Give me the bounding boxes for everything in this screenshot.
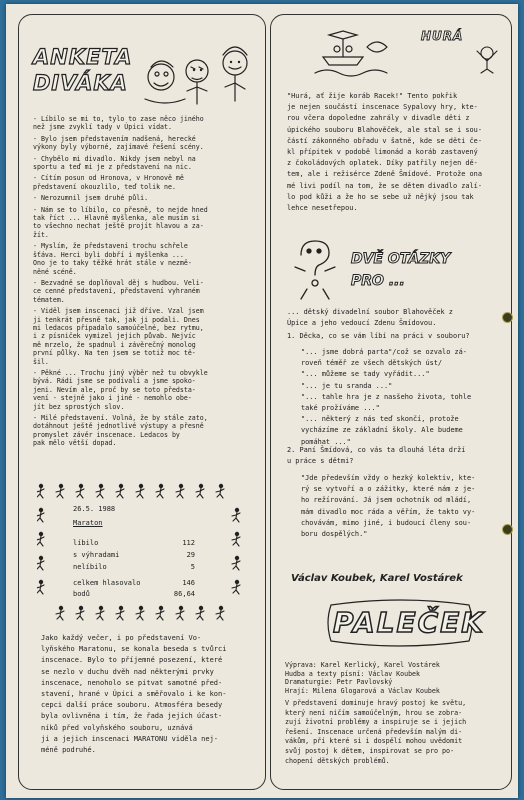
survey-item: - Bylo jsem představením nadšená, herecké výkony byly výborné, zajímavé řešení scény. (33, 134, 204, 152)
palecek-title: PALEČEK (333, 606, 485, 639)
binder-hole (502, 524, 513, 535)
binder-hole (502, 312, 513, 323)
audience-cartoon-icon (137, 37, 261, 113)
vote-stats-box (37, 483, 247, 623)
question-2: 2. Paní Šmídová, co vás ta dlouhá léta drží u práce s dětmi? (287, 446, 466, 466)
stat-label: bodů (73, 590, 90, 598)
stat-label: s výhradami (73, 551, 120, 559)
stat-label: celkem hlasovalo (73, 579, 141, 587)
survey-item: - Nerozumnil jsem druhé půli. (33, 194, 149, 203)
question-mark-character-icon (285, 237, 345, 301)
authors-heading: Václav Koubek, Karel Vostárek (291, 573, 463, 584)
survey-item: - Líbilo se mi to, tylo to zase něco jiného než jsme zvyklí tady v Úpici vídat. (33, 115, 204, 132)
survey-item: - Milé představení. Volná, že by stále zato, dotáhnout ještě jednotlivé výstupy a přesně promyslet závěr inscenace. Ledacos by pak mělo větší dopad. (33, 414, 208, 448)
palecek-description: V představení dominuje hravý postoj ke světu, který není ničím samoúčelným, hrou se zobra- zují životní problémy a inspiruje se i jejich řešení. Inscenace určená především malým di- vákům, pří které si i dospělí mohou uvědomit svůj postoj k dětem, inspirovat se pro po- chopení dětských problémů. (285, 699, 467, 765)
survey-item: - Chybělo mi divadlo. Nikdy jsem nebyl na sportu a teď mi je z představení na nic. (33, 154, 196, 172)
dve-otazky-heading: DVĚ OTÁZKY (351, 251, 451, 267)
discussion-paragraph: Jako každý večer, i po představení Vo- lyňského Maratonu, se konala beseda s tvůrci inscenace. Bylo to příjemné posezení, které se nezlo v duchu dvěh nad některými prvky inscenace, nenoholo se pitvat samotné před- stavení, hrané v Úpici a směřovalo i ke kon- cepci další práce souboru. Atmosféra besedy byla ovlivněna i tím, že řada jejích účast- níků před volyňského souboru, uznává ji a jejich inscenaci MARATONU viděla nej- méně podruhé. (41, 634, 227, 755)
stat-value: 29 (186, 551, 195, 559)
running-figures-border-icon (37, 483, 247, 623)
magazine-page (6, 4, 518, 798)
stat-value: 146 (182, 579, 195, 587)
question-1: 1. Děcka, co se vám líbí na práci v souboru? (287, 332, 470, 340)
survey-item: - Pěkné ... Trochu jiný výběr než tu obvykle bývá. Rádi jsme se podívali a jsme spoko- jeni. Nevím ale, proč by se toto předsta- vení - stejně jako i jiné - nemohlo obe- jít bez sprostých slov. (33, 368, 208, 411)
stats-event: Maraton (73, 519, 103, 527)
divaka-title: DIVÁKA (33, 71, 128, 95)
stat-value: 5 (190, 563, 195, 571)
answer-1: "... jsme dobrá parta"/což se ozvalo zá- roveň téměř ze všech dětských úst/ "... můžeme se tady vyřádit..." "... je tu sranda ..." "... tahle hra je z nasšeho života, tohle také prožíváme ..." "... některý z nás teď skončí, protože vycházíme ze základní školy. Ale budeme pomáhat ..." (301, 348, 472, 446)
hura-heading: HURÁ (421, 29, 464, 43)
survey-item: - Viděl jsem inscenaci již dříve. Vzal jsem ji tenkrát přesně tak, jak ji podali. Dnes mi ledacos připadalo samoúčelné, bez rytmu, i z písniček vymizel jejich půvab. Nejvíc mě mrzelo, že spadnul i závěrečný monolog první půlky. Na ten jsem se totiž moc tě- šil. (33, 307, 204, 366)
hura-intro-paragraph: "Hurá, ať žije koráb Racek!" Tento pokřik je nejen součástí inscenace Sypalovy hry, kte- rou včera dopoledne zahrály v divadle děti z úpického souboru Blahověček, ale stal se i sou- částí zákonného obřadu v šatně, kde se děti če- kl přípitek v podobě limonád a koráb zastavený z čokoládových oplatek. Díky patřily nejen dě- tem, ale i režisérce Zdeně Šmídové. Protože ona mé livi podíl na tom, že se dětem divadlo zalí- lo pod kůži a že ho se sebe už nějký jsou tak lehce nesetřepou. (287, 92, 482, 213)
stat-label: nelíbilo (73, 563, 107, 571)
right-column-frame (270, 14, 512, 790)
questions-subject: ... dětský divadelní soubor Blahověček z Úpice a jeho vedoucí Zdenu Šmídovou. (287, 308, 453, 328)
answer-2: "Jde především vždy o hezký kolektiv, kte- rý se vytvoří a o zážitky, které nám z je- ho režírování. Já jsem ochotník od mládí, mám divadlo moc ráda a věřím, že takto vy- chovávám, mimo jiné, i budoucí členy sou- boru dospělých." (301, 474, 476, 539)
left-column-frame (18, 14, 266, 790)
stat-value: 86,64 (173, 590, 195, 598)
survey-responses (33, 115, 261, 451)
anketa-title: ANKETA (33, 45, 133, 69)
survey-item: - Myslím, že představení trochu schřele šťáva. Herci byli dobří i myšlenka ... Ono je to taky těžké hrát stále v nezmě- něné scéně. (33, 242, 192, 276)
survey-item: - Cítím posun od Hronova, v Hronově mě představení okouzlilo, teď tolik ne. (33, 174, 184, 191)
survey-item: - Bezvadně se doplňoval děj s hudbou. Veli- ce cenné představení, představení vyhraném tématem. (33, 278, 204, 304)
production-credits: Výprava: Karel Kerlický, Karel Vostárek Hudba a texty písní: Václav Koubek Dramaturgie: Petr Pavlovský Hrají: Milena Glogarová a Václav Koubek (285, 661, 440, 695)
stats-date: 26.5. 1988 (73, 505, 116, 513)
cheering-kid-icon (467, 45, 507, 75)
ship-cartoon-icon (311, 27, 401, 79)
survey-item: - Nám se to líbilo, co přesně, to nejde hned tak říct ... Hlavně myšlenka, ale musím si to všechno nechat ještě projít hlavou a za- žít. (33, 205, 208, 239)
stat-label: líbilo (73, 539, 99, 547)
pro-heading: PRO ... (351, 273, 405, 289)
stat-value: 112 (182, 539, 195, 547)
